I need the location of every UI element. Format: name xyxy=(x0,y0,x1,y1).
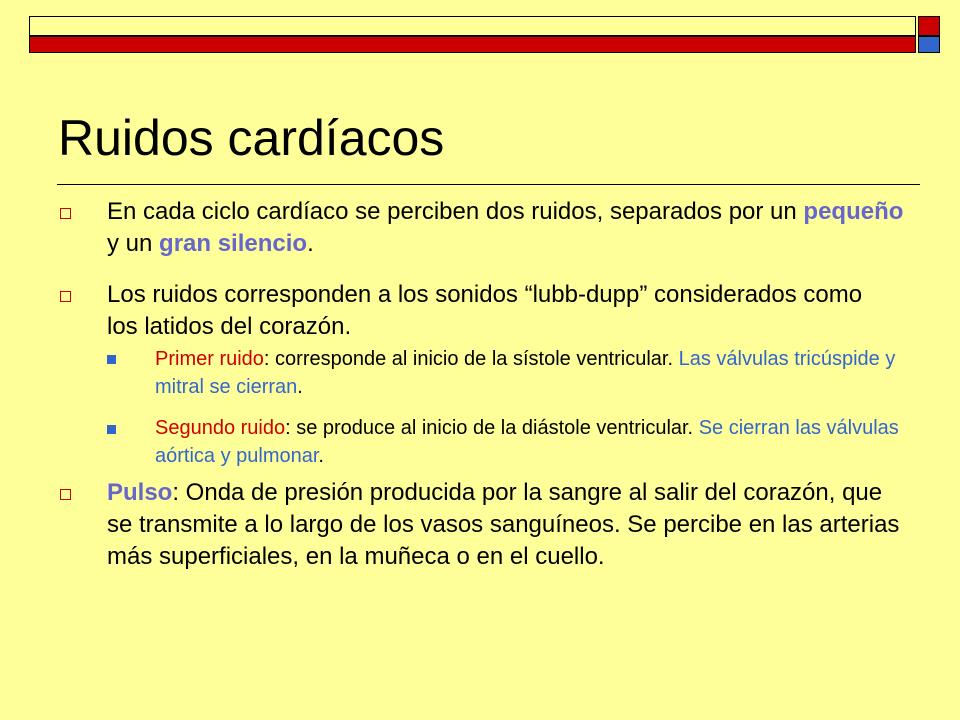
hollow-square-bullet-icon xyxy=(60,489,71,500)
slide-title: Ruidos cardíacos xyxy=(58,110,445,166)
title-divider xyxy=(57,184,920,185)
emphasis-pequeno: pequeño xyxy=(803,198,904,225)
emphasis-gran-silencio: gran silencio xyxy=(159,230,308,257)
header-square-blue xyxy=(918,36,940,53)
sub-bullet-2-text: Segundo ruido: se produce al inicio de la diástole ventricular. Se cierran las válvulas aórtica y pulmonar. xyxy=(155,417,899,467)
label-primer-ruido: Primer ruido xyxy=(155,348,264,370)
bullet-point-2-text: Los ruidos corresponden a los sonidos “lubb-dupp” considerados como los latidos del corazón. xyxy=(107,281,863,340)
filled-square-bullet-icon xyxy=(107,355,116,364)
sub-bullet-1-text: Primer ruido: corresponde al inicio de la sístole ventricular. Las válvulas tricúspide y mitral se cierran. xyxy=(155,348,896,398)
filled-square-bullet-icon xyxy=(107,425,116,434)
label-segundo-ruido: Segundo ruido xyxy=(155,417,286,439)
hollow-square-bullet-icon xyxy=(60,291,71,302)
label-pulso: Pulso xyxy=(107,479,173,506)
hollow-square-bullet-icon xyxy=(60,208,71,219)
bullet-point-3-text: Pulso: Onda de presión producida por la sangre al salir del corazón, que se transmite a lo largo de los vasos sanguíneos. Se percibe en las arterias más superficiales, en la muñeca o en el cuello. xyxy=(107,479,900,570)
header-bar-red xyxy=(29,36,916,53)
header-bar-yellow xyxy=(29,16,916,36)
header-square-red xyxy=(918,16,940,36)
bullet-point-1-text: En cada ciclo cardíaco se perciben dos ruidos, separados por un pequeño y un gran silencio. xyxy=(107,198,904,257)
